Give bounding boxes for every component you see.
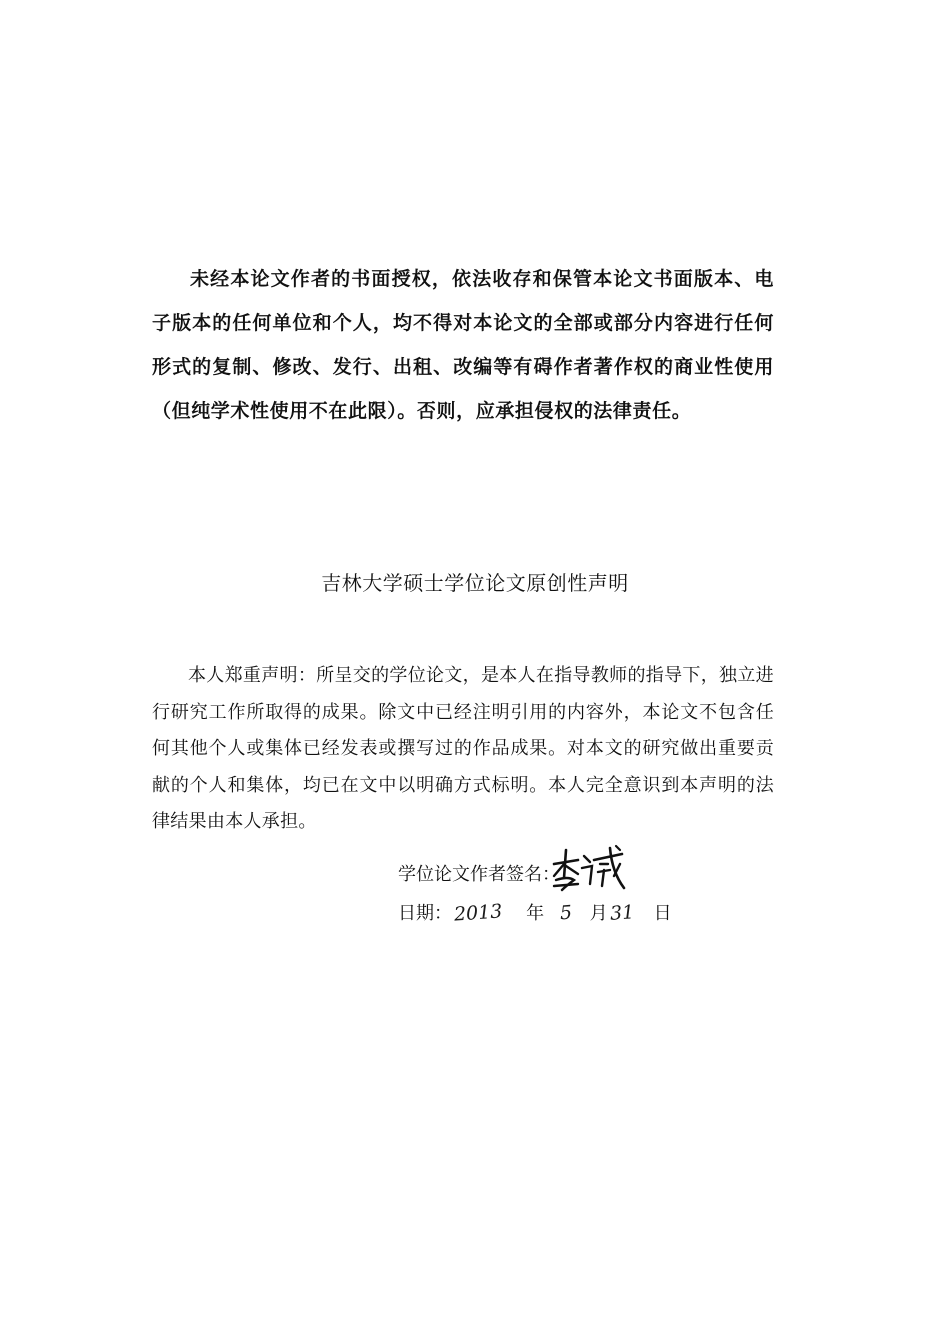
signature-line [398,858,560,892]
signature-label: 学位论文作者签名： [398,864,560,885]
declaration-title: 吉林大学硕士学位论文原创性声明 [321,571,629,595]
date-line [398,896,672,931]
copyright-notice: 未经本论文作者的书面授权，依法收存和保管本论文书面版本、电子版本的任何单位和个人，均不得对本论文的全部或部分内容进行任何形式的复制、修改、发行、出租、改编等有碍作者著作权的商业性使用（但纯学术性使用不在此限）。否则，应承担侵权的法律责任。 [152,268,774,422]
date-month-unit: 月 [589,903,608,924]
date-year: 2013 [453,900,504,926]
date-day: 31 [608,901,635,925]
date-year-unit: 年 [526,903,545,924]
date-label: 日期： [398,903,452,924]
date-day-unit: 日 [653,903,672,924]
declaration-body: 本人郑重声明：所呈交的学位论文，是本人在指导教师的指导下，独立进行研究工作所取得的成果。除文中已经注明引用的内容外，本论文不包含任何其他个人或集体已经发表或撰写过的作品成果。对本文的研究做出重要贡献的个人和集体，均已在文中以明确方式标明。本人完全意识到本声明的法律结果由本人承担。 [152,665,774,832]
handwritten-signature [548,842,628,894]
date-month: 5 [559,901,573,925]
